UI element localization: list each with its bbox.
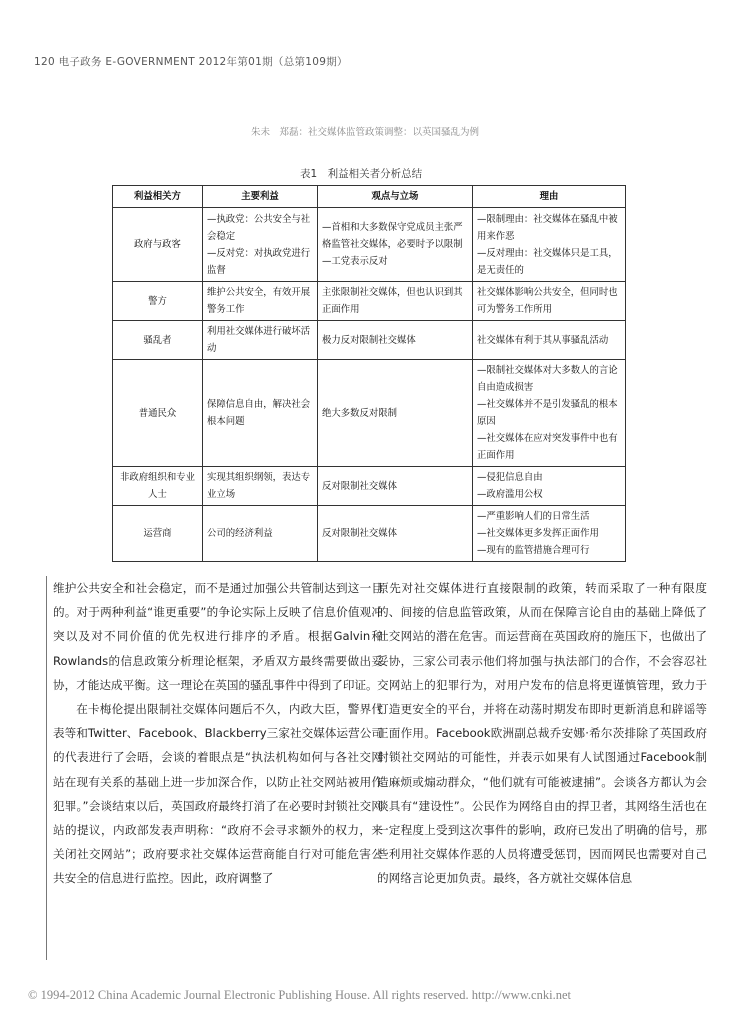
cell-line: 保障信息自由，解决社会根本问题 xyxy=(207,399,311,427)
column-rule xyxy=(46,576,47,960)
cell-line: —侵犯信息自由 xyxy=(477,472,543,483)
cell-line: 社交媒体影响公共安全，但同时也可为警务工作所用 xyxy=(477,287,618,315)
cell-line: 利用社交媒体进行破坏活动 xyxy=(207,326,311,354)
cell-line: 社交媒体有利于其从事骚乱活动 xyxy=(477,334,609,346)
stakeholder-cell: 警方 xyxy=(113,282,203,321)
cell-line: —工党表示反对 xyxy=(322,256,388,267)
reason-cell xyxy=(473,282,626,321)
table-row xyxy=(113,321,626,360)
reason-cell xyxy=(473,208,626,282)
reason-cell xyxy=(473,506,626,562)
cell-line: —执政党：公共安全与社会稳定 xyxy=(207,213,311,242)
stakeholder-cell: 骚乱者 xyxy=(113,321,203,360)
cell-line: —反对理由：社交媒体只是工具，是无责任的 xyxy=(477,247,618,276)
stakeholder-cell: 非政府组织和专业人士 xyxy=(113,467,203,506)
stakeholder-cell: 运营商 xyxy=(113,506,203,562)
table-header-row xyxy=(113,186,626,208)
position-cell xyxy=(318,467,473,506)
interest-cell xyxy=(203,208,318,282)
cell-line: —首相和大多数保守党成员主张严格监管社交媒体，必要时予以限制 xyxy=(322,222,463,250)
cell-line: 反对限制社交媒体 xyxy=(322,480,398,492)
body-paragraph: 在卡梅伦提出限制社交媒体问题后不久，内政大臣，警界代表等和Twitter、Facebook、Blackberry三家社交媒体运营公司的代表进行了会晤，会谈的着眼点是“执法机构如何与各社交网站在现有关系的基础上进一步加深合作，以防止社交网站被用作犯罪。”会谈结束以后，英国政府最终打消了在必要时封锁社交网站的提议，内政部发表声明称：“政府不会寻求额外的权力，来关闭社交网站”；政府要求社交媒体运营商能自行对可能危害公共安全的信息进行监控。因此，政府调整了 xyxy=(53,702,383,886)
cell-line: —反对党：对执政党进行监督 xyxy=(207,247,311,276)
column-header: 理由 xyxy=(473,186,626,208)
reason-cell xyxy=(473,360,626,467)
stakeholder-cell: 政府与政客 xyxy=(113,208,203,282)
table-caption: 表1 利益相关者分析总结 xyxy=(300,168,423,180)
position-cell xyxy=(318,208,473,282)
column-header: 观点与立场 xyxy=(318,186,473,208)
cell-line: 绝大多数反对限制 xyxy=(322,407,398,419)
cell-line: —政府滥用公权 xyxy=(477,489,543,500)
cell-line: —现有的监管措施合理可行 xyxy=(477,545,590,556)
cell-line: —限制理由：社交媒体在骚乱中被用来作恶 xyxy=(477,213,618,242)
reason-cell xyxy=(473,467,626,506)
table-row xyxy=(113,208,626,282)
cell-line: —限制社交媒体对大多数人的言论自由造成损害 xyxy=(477,365,618,393)
column-header: 主要利益 xyxy=(203,186,318,208)
stakeholder-cell: 普通民众 xyxy=(113,360,203,467)
cell-line: 反对限制社交媒体 xyxy=(322,528,398,539)
body-paragraph: 原先对社交媒体进行直接限制的政策，转而采取了一种有限度的、间接的信息监管政策，从而在保障言论自由的基础上降低了社交网站的潜在危害。而运营商在英国政府的施压下，也做出了妥协，三家公司表示他们将加强与执法部门的合作，不会容忍社交网站上的犯罪行为，对用户发布的信息将更谨慎管理，致力于打造更安全的平台，并将在动荡时期发布即时更新消息和辟谣等正面作用。Facebook欧洲副总裁乔安娜·希尔茨排除了英国政府封锁社交网站的可能性，并表示如果有人试图通过Facebook制造麻烦或煽动群众，“他们就有可能被逮捕”。会谈各方都认为会谈具有“建设性”。公民作为网络自由的捍卫者，其网络生活也在一定程度上受到这次事件的影响，政府已发出了明确的信号，那些利用社交媒体作恶的人员将遭受惩罚，因而网民也需要对自己的网络言论更加负责。最终，各方就社交媒体信息 xyxy=(377,581,707,886)
cell-line: 公司的经济利益 xyxy=(207,528,273,539)
article-title: 朱未 郑磊：社交媒体监管政策调整：以英国骚乱为例 xyxy=(251,127,480,138)
cell-line: —社交媒体并不是引发骚乱的根本原因 xyxy=(477,399,618,427)
position-cell xyxy=(318,282,473,321)
cell-line: 维护公共安全，有效开展警务工作 xyxy=(207,287,311,315)
position-cell xyxy=(318,321,473,360)
interest-cell xyxy=(203,282,318,321)
table-body xyxy=(113,208,626,562)
table-row xyxy=(113,282,626,321)
table-row xyxy=(113,506,626,562)
copyright-footer: © 1994-2012 China Academic Journal Electronic Publishing House. All rights reserved. http://www.cnki.net xyxy=(28,988,571,1002)
cell-line: —严重影响人们的日常生活 xyxy=(477,511,590,522)
cell-line: 实现其组织纲领，表达专业立场 xyxy=(207,472,311,500)
interest-cell xyxy=(203,506,318,562)
cell-line: 主张限制社交媒体，但也认识到其正面作用 xyxy=(322,287,463,315)
body-paragraph: 维护公共安全和社会稳定，而不是通过加强公共管制达到这一目的。对于两种利益“谁更重要”的争论实际上反映了信息价值观冲突以及对不同价值的优先权进行排序的矛盾。根据Galvin和Rowlands的信息政策分析理论框架，矛盾双方最终需要做出妥协，才能达成平衡。这一理论在英国的骚乱事件中得到了印证。 xyxy=(53,581,383,692)
cell-line: 极力反对限制社交媒体 xyxy=(322,334,416,346)
reason-cell xyxy=(473,321,626,360)
cell-line: —社交媒体更多发挥正面作用 xyxy=(477,528,599,539)
position-cell xyxy=(318,506,473,562)
column-header: 利益相关方 xyxy=(113,186,203,208)
interest-cell xyxy=(203,467,318,506)
body-column-right xyxy=(377,576,707,891)
stakeholder-table xyxy=(112,185,626,562)
position-cell xyxy=(318,360,473,467)
cell-line: —社交媒体在应对突发事件中也有正面作用 xyxy=(477,433,618,461)
body-column-left xyxy=(53,576,383,891)
running-head: 120 电子政务 E-GOVERNMENT 2012年第01期（总第109期） xyxy=(34,56,348,68)
interest-cell xyxy=(203,360,318,467)
table-row xyxy=(113,467,626,506)
table-row xyxy=(113,360,626,467)
interest-cell xyxy=(203,321,318,360)
